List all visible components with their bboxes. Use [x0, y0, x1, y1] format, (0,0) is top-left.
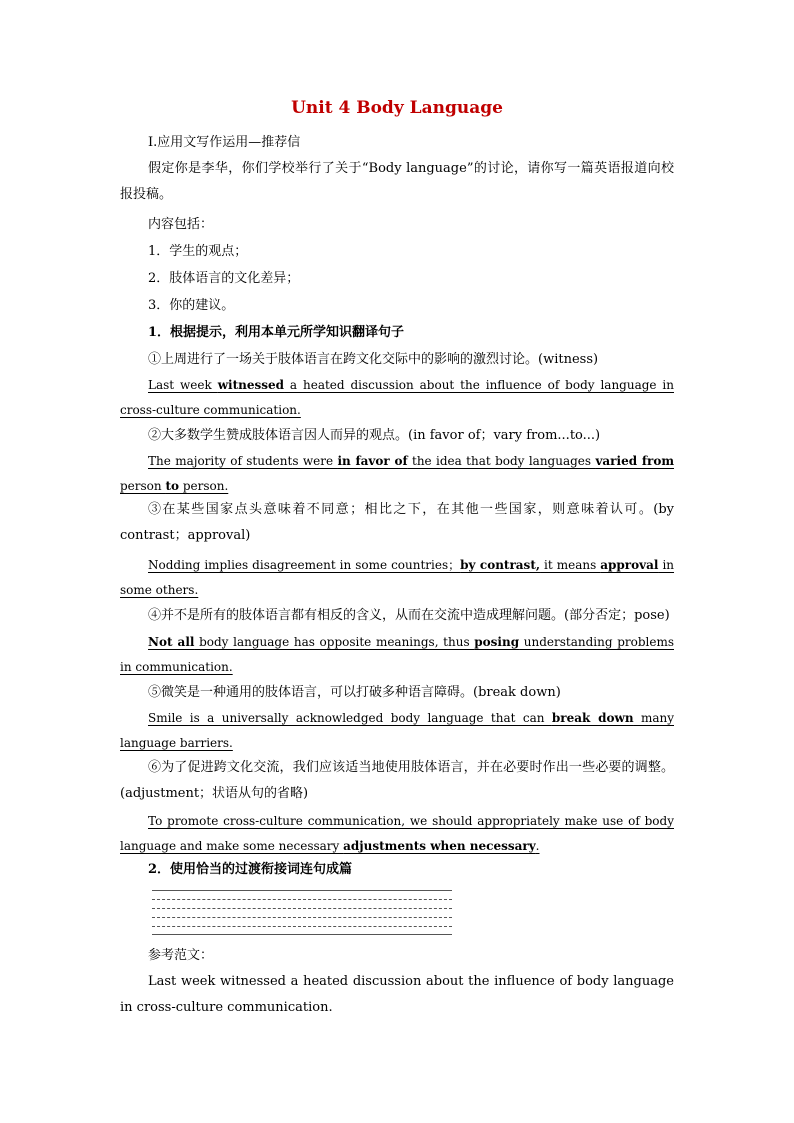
question-2: ②大多数学生赞成肢体语言因人而异的观点。(in favor of；vary from...to...) — [148, 428, 601, 443]
writing-line — [152, 908, 452, 909]
question-1: ①上周进行了一场关于肢体语言在跨文化交际中的影响的激烈讨论。(witness) — [148, 352, 599, 367]
question-6: ⑥为了促进跨文化交流，我们应该适当地使用肢体语言，并在必要时作出一些必要的调整。(adjustment；状语从句的省略) — [120, 760, 674, 801]
page-title: Unit 4 Body Language — [291, 98, 503, 118]
content-label: 内容包括： — [148, 217, 214, 232]
point-3: 3．你的建议。 — [148, 298, 235, 313]
point-1: 1．学生的观点； — [148, 244, 248, 259]
question-3: ③在某些国家点头意味着不同意；相比之下，在其他一些国家，则意味着认可。(by contrast；approval) — [120, 502, 674, 543]
reference-text: Last week witnessed a heated discussion about the influence of body language in cross-culture communication. — [120, 974, 674, 1015]
answer-5: Smile is a universally acknowledged body language that can break down many language barriers. — [120, 711, 674, 750]
answer-6: To promote cross-culture communication, we should appropriately make use of body language and make some necessary adjustments when necessary. — [120, 814, 674, 853]
writing-line — [152, 926, 452, 927]
writing-line — [152, 934, 452, 935]
question-4: ④并不是所有的肢体语言都有相反的含义，从而在交流中造成理解问题。(部分否定；pose) — [148, 608, 670, 623]
answer-4: Not all body language has opposite meanings, thus posing understanding problems in communication. — [120, 635, 674, 674]
part2-heading: 2．使用恰当的过渡衔接词连句成篇 — [148, 862, 353, 877]
writing-line — [152, 917, 452, 918]
answer-1: Last week witnessed a heated discussion about the influence of body language in cross-culture communication. — [120, 378, 674, 417]
question-5: ⑤微笑是一种通用的肢体语言，可以打破多种语言障碍。(break down) — [148, 685, 561, 700]
writing-line — [152, 890, 452, 891]
writing-line — [152, 899, 452, 900]
section-heading: Ⅰ.应用文写作运用—推荐信 — [148, 135, 301, 150]
point-2: 2．肢体语言的文化差异； — [148, 271, 300, 286]
answer-2: The majority of students were in favor of the idea that body languages varied from person to person. — [120, 454, 675, 493]
part1-heading: 1．根据提示，利用本单元所学知识翻译句子 — [148, 325, 405, 340]
answer-3: Nodding implies disagreement in some countries；by contrast, it means approval in some others. — [120, 558, 675, 597]
task-paragraph: 假定你是李华，你们学校举行了关于“Body language”的讨论，请你写一篇英语报道向校报投稿。 — [120, 161, 674, 202]
reference-label: 参考范文： — [148, 948, 214, 963]
